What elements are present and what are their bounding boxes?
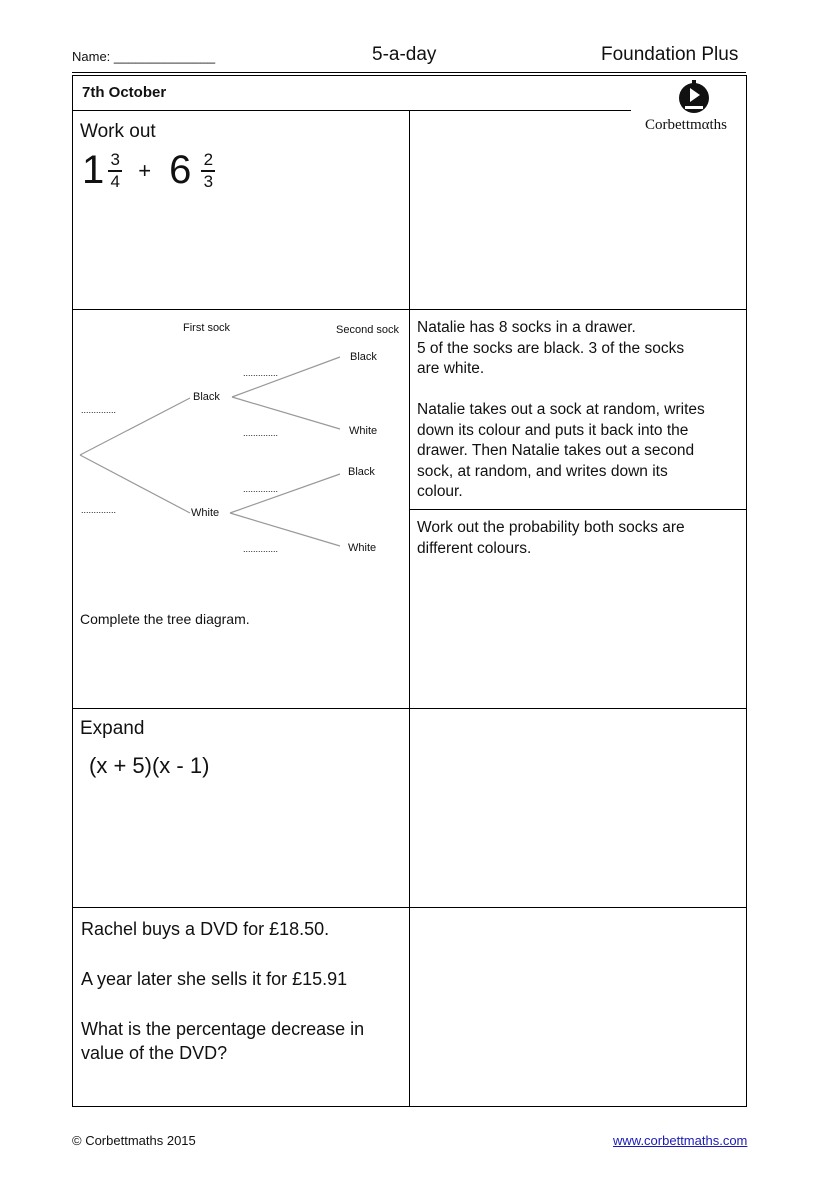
q4-line: value of the DVD?	[81, 1043, 228, 1063]
context-line: colour.	[417, 483, 463, 500]
context-line: Natalie takes out a sock at random, writes	[417, 401, 705, 418]
name-field-label: Name: ______________	[72, 49, 216, 64]
q3-label: Expand	[80, 718, 145, 739]
worksheet-date: 7th October	[82, 84, 167, 101]
question-line: Work out the probability both socks are	[417, 519, 685, 536]
tree-node-bb: Black	[350, 351, 377, 363]
corbettmaths-logo-icon	[631, 76, 746, 116]
tree-node-bw: White	[349, 425, 378, 437]
header-rule	[72, 72, 746, 73]
tree-node-ww: White	[348, 542, 377, 554]
q4-text	[81, 917, 403, 1065]
row-divider-1	[72, 309, 747, 310]
probability-blank[interactable]: ..............	[243, 484, 279, 494]
row-divider-3	[72, 907, 747, 908]
tree-node-wb: Black	[348, 466, 375, 478]
context-line: sock, at random, and writes down its	[417, 462, 668, 480]
tree-header-first: First sock	[183, 322, 231, 334]
q4-line: What is the percentage decrease in	[81, 1019, 365, 1039]
context-line: down its colour and puts it back into the	[417, 421, 689, 439]
logo-wordmark: Corbettmαths	[645, 117, 728, 133]
q1-den-2: 3	[203, 171, 214, 191]
q1-label: Work out	[80, 121, 156, 142]
q4-line: A year later she sells it for £15.91	[81, 969, 348, 989]
probability-blank[interactable]: ..............	[243, 544, 279, 554]
tree-instruction: Complete the tree diagram.	[80, 611, 250, 627]
context-line: Natalie has 8 socks in a drawer.	[417, 319, 636, 336]
copyright: © Corbettmaths 2015	[72, 1133, 196, 1148]
branch-white-white	[230, 513, 340, 546]
worksheet-level: Foundation Plus	[601, 44, 739, 65]
website-link[interactable]: www.corbettmaths.com	[613, 1133, 748, 1148]
q4-line: Rachel buys a DVD for £18.50.	[81, 919, 330, 939]
tree-node-first-white: White	[191, 507, 220, 519]
context-line: drawer. Then Natalie takes out a second	[417, 442, 695, 459]
probability-blank[interactable]: ..............	[81, 505, 117, 515]
q1-whole-2: 6	[169, 148, 192, 192]
probability-blank[interactable]: ..............	[81, 405, 117, 415]
q1-den-1: 4	[110, 171, 120, 191]
q1-num-1: 3	[110, 149, 120, 169]
context-line: 5 of the socks are black. 3 of the socks	[417, 339, 685, 357]
q1-num-2: 2	[203, 149, 214, 169]
branch-black-white	[232, 397, 340, 429]
q3-expression: (x + 5)(x - 1)	[89, 753, 210, 778]
worksheet-title: 5-a-day	[372, 44, 437, 65]
socks-question	[417, 518, 743, 559]
row-divider-2	[72, 708, 747, 709]
context-line: are white.	[417, 360, 485, 377]
question-line: different colours.	[417, 539, 532, 557]
row-divider-socks	[409, 509, 747, 510]
tree-header-second: Second sock	[336, 324, 399, 336]
probability-blank[interactable]: ..............	[243, 428, 279, 438]
q1-whole-1: 1	[82, 148, 105, 192]
q1-expression	[82, 148, 215, 193]
q1-operator: +	[138, 157, 152, 183]
socks-context	[417, 318, 743, 503]
tree-node-first-black: Black	[193, 391, 220, 403]
q1-fraction-2	[201, 150, 215, 192]
column-divider	[409, 111, 410, 1107]
probability-blank[interactable]: ..............	[243, 368, 279, 378]
q1-fraction-1	[108, 150, 122, 192]
